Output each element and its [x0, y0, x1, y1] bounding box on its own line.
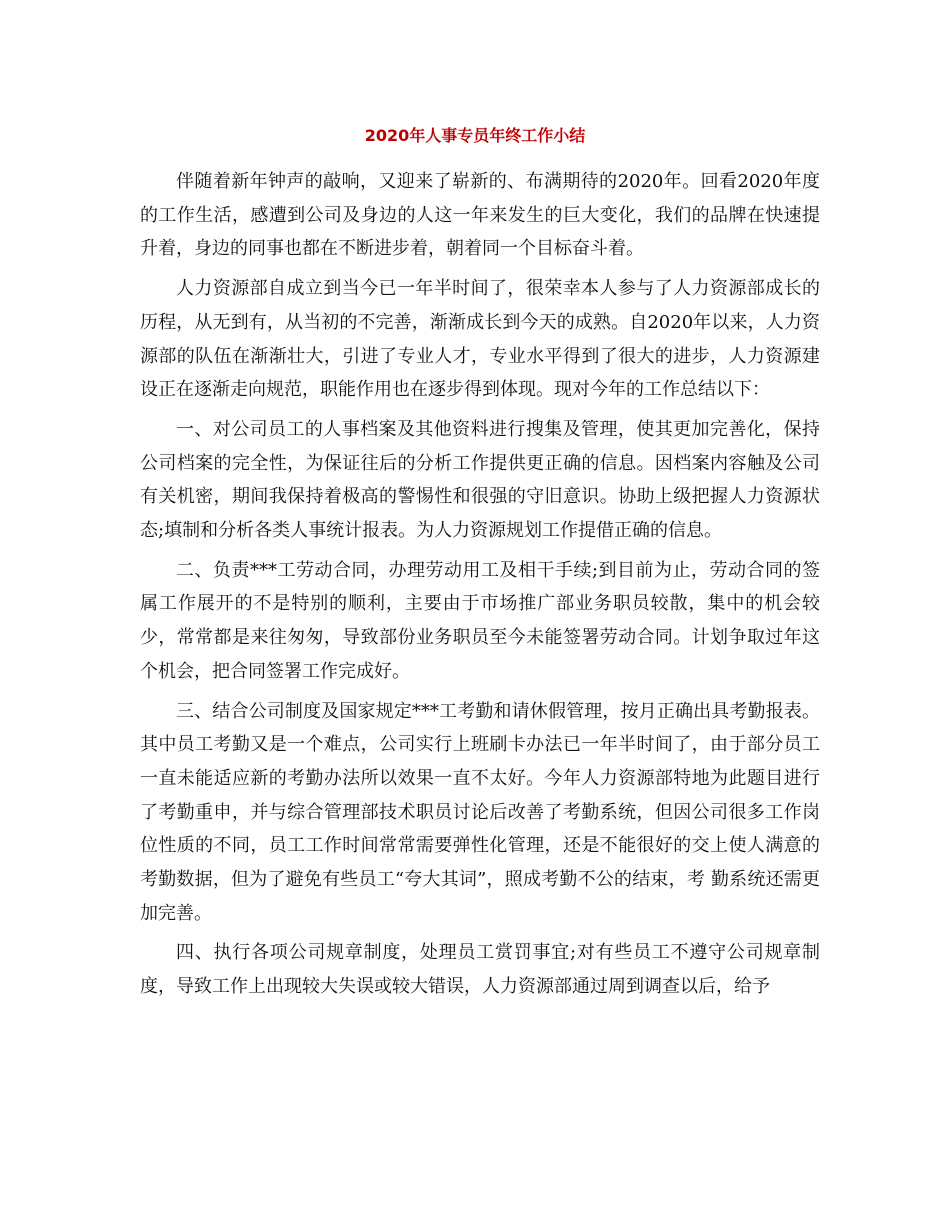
paragraph: 四、执行各项公司规章制度，处理员工赏罚事宜;对有些员工不遵守公司规章制度，导致工作上出现较大失误或较大错误，人力资源部通过周到调查以后，给予	[140, 942, 820, 998]
paragraph: 伴随着新年钟声的敲响，又迎来了崭新的、布满期待的2020年。回看2020年度的工作生活，感遭到公司及身边的人这一年来发生的巨大变化，我们的品牌在快速提升着，身边的同事也都在不断进步着，朝着同一个目标奋斗着。	[140, 171, 820, 260]
document-title: 2020年人事专员年终工作小结	[364, 126, 586, 145]
paragraph: 三、结合公司制度及国家规定***工考勤和请休假管理，按月正确出具考勤报表。其中员工考勤又是一个难点，公司实行上班刷卡办法已一年半时间了，由于部分员工一直未能适应新的考勤办法所以效果一直不太好。今年人力资源部特地为此题目进行了考勤重申，并与综合管理部技术职员讨论后改善了考勤系统，但因公司很多工作岗位性质的不同，员工工作时间常常需要弹性化管理，还是不能很好的交上使人满意的考勤数据，但为了避免有些员工“夸大其词”，照成考勤不公的结束，考 勤系统还需更加完善。	[140, 700, 820, 924]
paragraph: 人力资源部自成立到当今已一年半时间了，很荣幸本人参与了人力资源部成长的历程，从无到有，从当初的不完善，渐渐成长到今天的成熟。自2020年以来，人力资源部的队伍在渐渐壮大，引进了专业人才，专业水平得到了很大的进步，人力资源建设正在逐渐走向规范，职能作用也在逐步得到体现。现对今年的工作总结以下：	[140, 278, 820, 401]
paragraph: 二、负责***工劳动合同，办理劳动用工及相干手续;到目前为止，劳动合同的签属工作展开的不是特别的顺利，主要由于市场推广部业务职员较散，集中的机会较少，常常都是来往匆匆，导致部份业务职员至今未能签署劳动合同。计划争取过年这个机会，把合同签署工作完成好。	[140, 559, 820, 682]
paragraph: 一、对公司员工的人事档案及其他资料进行搜集及管理，使其更加完善化，保持公司档案的完全性，为保证往后的分析工作提供更正确的信息。因档案内容触及公司有关机密，期间我保持着极高的警惕性和很强的守旧意识。协助上级把握人力资源状态;填制和分析各类人事统计报表。为人力资源规划工作提借正确的信息。	[140, 418, 820, 542]
document-body	[140, 165, 820, 1010]
